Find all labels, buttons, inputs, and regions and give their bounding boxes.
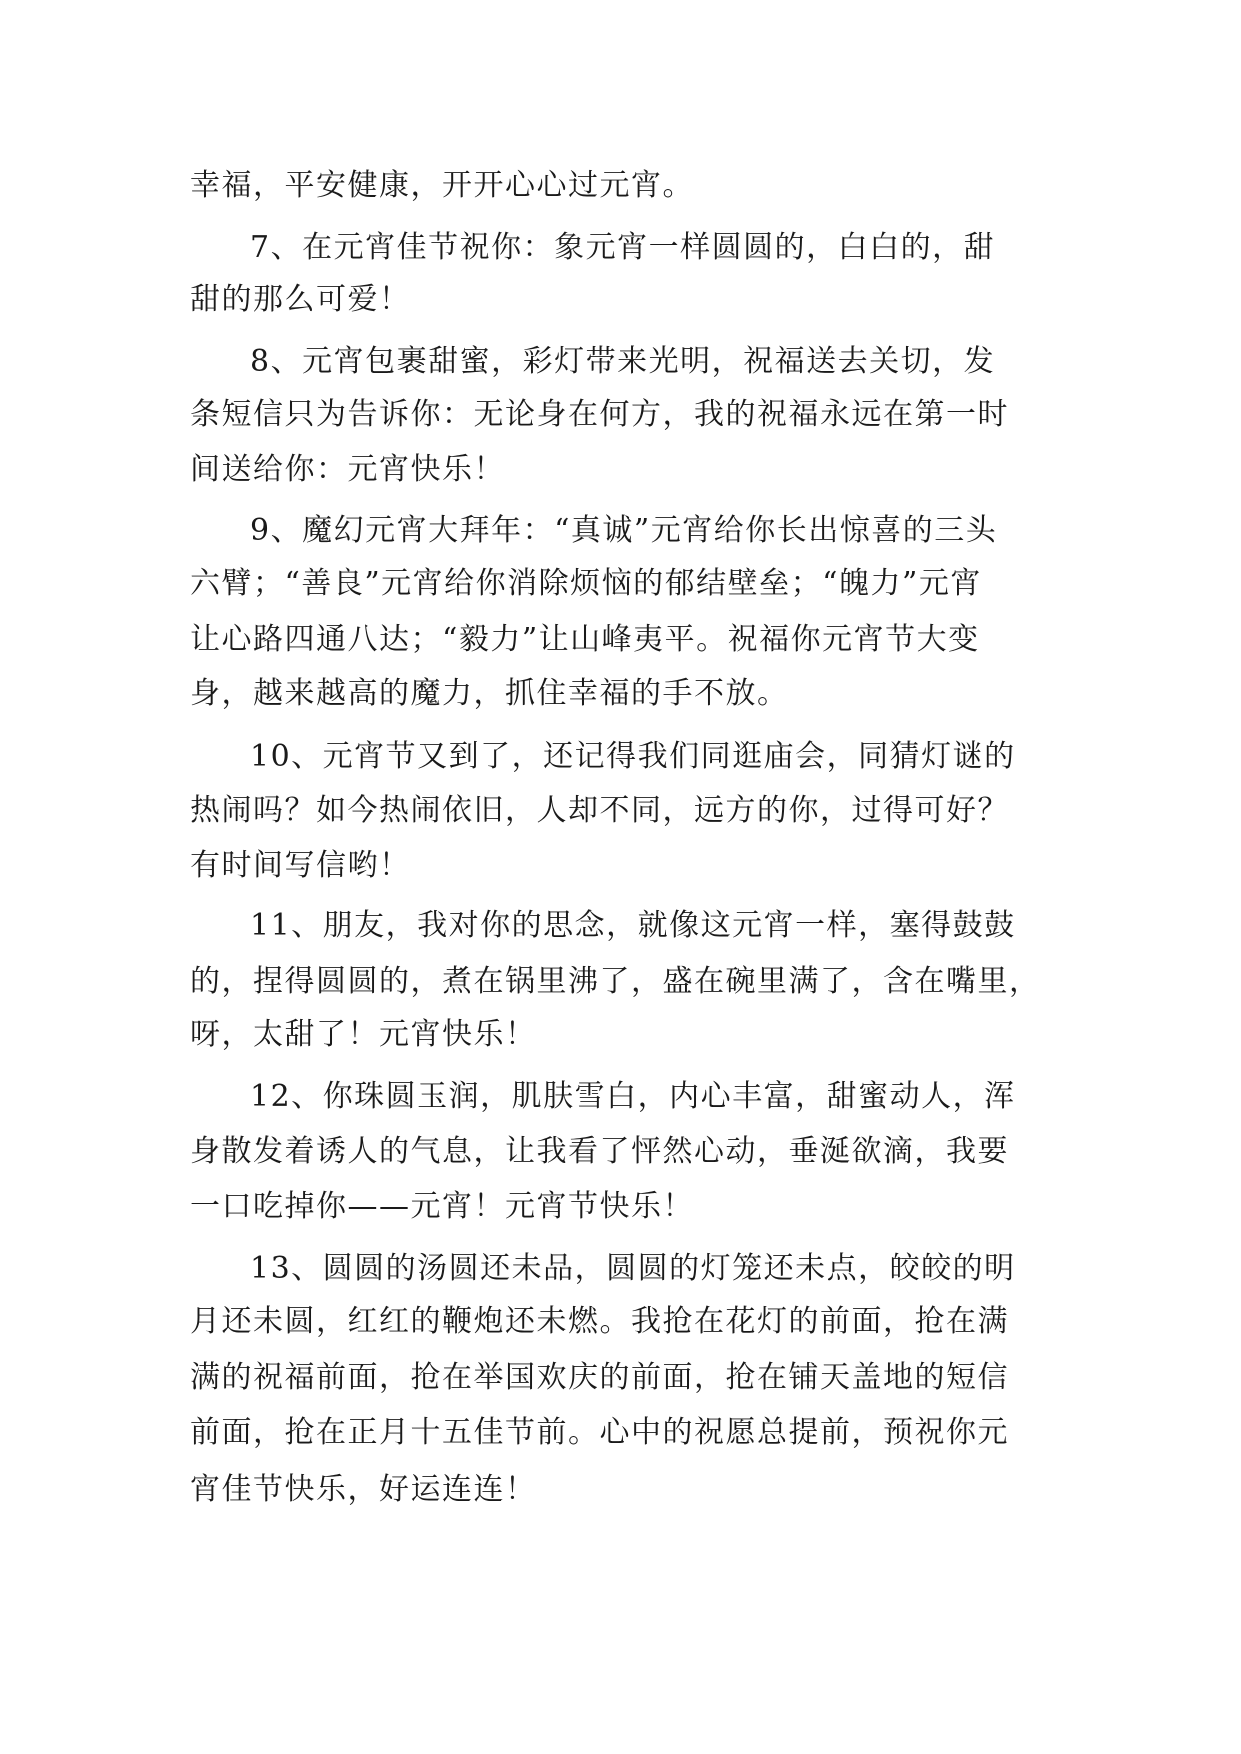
- text-line: 六臂；“善良”元宵给你消除烦恼的郁结壁垒；“魄力”元宵: [190, 566, 982, 601]
- text-line: 的，捏得圆圆的，煮在锅里沸了，盛在碗里满了，含在嘴里，: [190, 964, 1041, 999]
- text-line: 甜的那么可爱！: [190, 282, 411, 317]
- text-line: 12、你珠圆玉润，肌肤雪白，内心丰富，甜蜜动人，浑: [250, 1079, 1016, 1114]
- text-line: 呀，太甜了！元宵快乐！: [190, 1017, 537, 1052]
- text-line: 9、魔幻元宵大拜年：“真诚”元宵给你长出惊喜的三头: [250, 513, 998, 548]
- text-line: 一口吃掉你——元宵！元宵节快乐！: [190, 1189, 694, 1224]
- text-line: 11、朋友，我对你的思念，就像这元宵一样，塞得鼓鼓: [250, 908, 1016, 943]
- text-line: 13、圆圆的汤圆还未品，圆圆的灯笼还未点，皎皎的明: [250, 1251, 1016, 1286]
- text-line: 条短信只为告诉你：无论身在何方，我的祝福永远在第一时: [190, 397, 1009, 432]
- text-line: 间送给你：元宵快乐！: [190, 452, 505, 487]
- text-line: 月还未圆，红红的鞭炮还未燃。我抢在花灯的前面，抢在满: [190, 1304, 1009, 1339]
- text-line: 前面，抢在正月十五佳节前。心中的祝愿总提前，预祝你元: [190, 1415, 1009, 1450]
- text-line: 幸福，平安健康，开开心心过元宵。: [190, 168, 694, 203]
- text-line: 宵佳节快乐，好运连连！: [190, 1472, 537, 1507]
- text-line: 8、元宵包裹甜蜜，彩灯带来光明，祝福送去关切，发: [250, 344, 996, 379]
- text-line: 让心路四通八达；“毅力”让山峰夷平。祝福你元宵节大变: [190, 622, 980, 657]
- text-line: 10、元宵节又到了，还记得我们同逛庙会，同猜灯谜的: [250, 739, 1016, 774]
- text-line: 满的祝福前面，抢在举国欢庆的前面，抢在铺天盖地的短信: [190, 1360, 1009, 1395]
- text-line: 身散发着诱人的气息，让我看了怦然心动，垂涎欲滴，我要: [190, 1134, 1009, 1169]
- text-line: 热闹吗？如今热闹依旧，人却不同，远方的你，过得可好？: [190, 793, 1009, 828]
- text-line: 有时间写信哟！: [190, 848, 411, 883]
- text-line: 7、在元宵佳节祝你：象元宵一样圆圆的，白白的，甜: [250, 230, 996, 265]
- text-line: 身，越来越高的魔力，抓住幸福的手不放。: [190, 676, 789, 711]
